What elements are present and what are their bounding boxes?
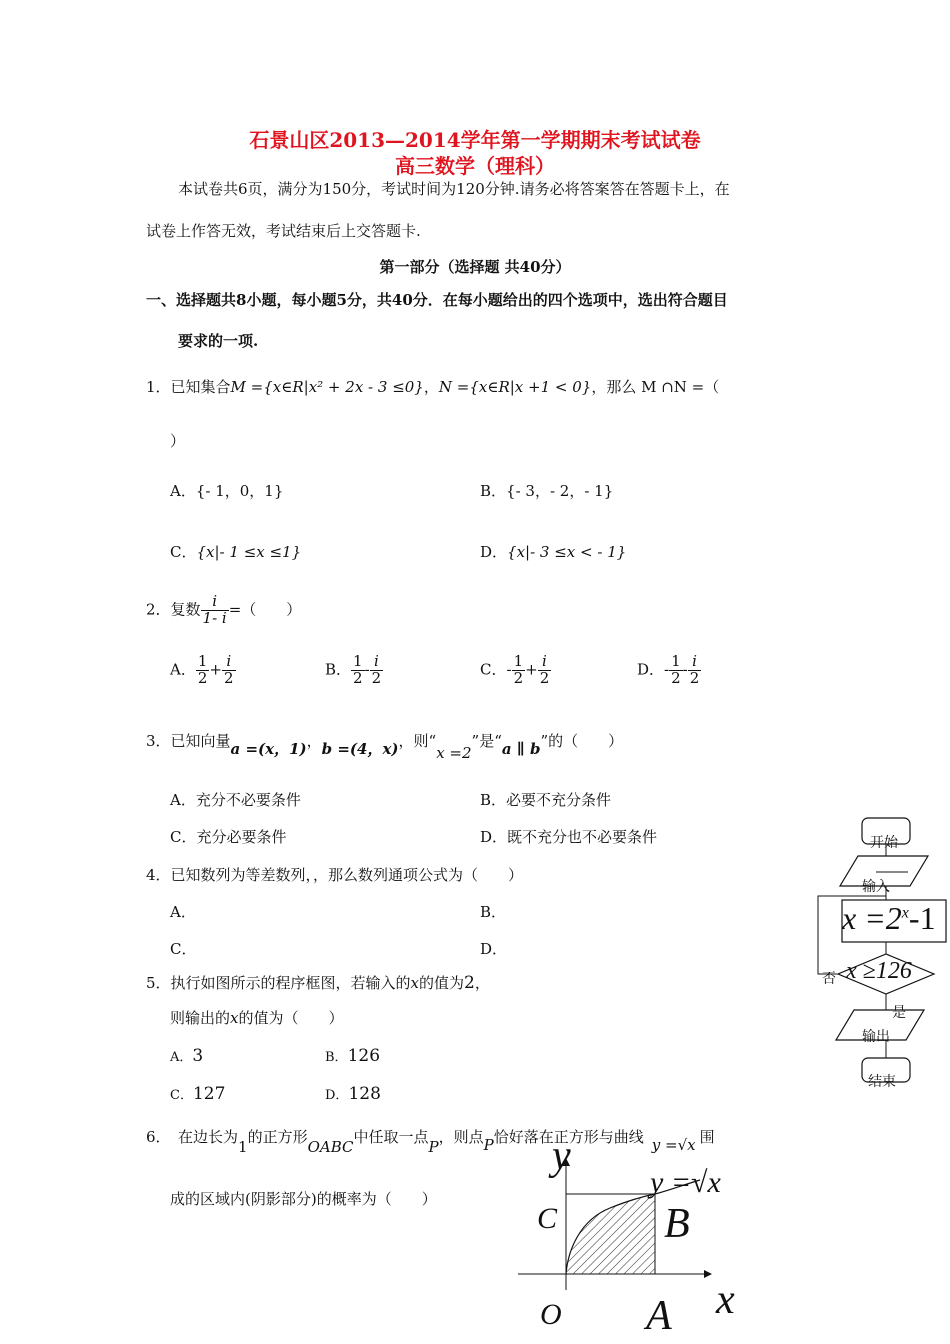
page-subtitle: 高三数学（理科） <box>395 154 555 178</box>
q5-option-d <box>325 1084 381 1104</box>
q5-b-value: 126 <box>347 1046 381 1066</box>
q5-two: 2 <box>464 973 475 993</box>
q2-numerator: i <box>201 594 229 611</box>
q4-option-a: A． <box>170 903 196 921</box>
q1-set-m: M ={x∈R|x² + 2x - 3 ≤0} <box>230 378 424 396</box>
flowchart-input-label: 输入 <box>862 879 890 895</box>
q1-a-value: {- 1，0，1} <box>195 482 284 500</box>
question-4-stem: 4．已知数列为等差数列，，那么数列通项公式为（ ） <box>146 866 524 884</box>
q2-suffix: =（ ） <box>228 600 302 619</box>
flowchart-condition-label: x ≥126 <box>846 958 912 984</box>
q1-a-label: A． <box>170 482 196 500</box>
q6-point-c: C <box>537 1202 558 1235</box>
q2-denominator: 1- i <box>202 608 227 627</box>
q2-fraction <box>201 594 229 627</box>
q2-c-frac1 <box>512 654 526 687</box>
q2-d-label: D． <box>637 660 665 679</box>
q2-c-sign: - <box>506 660 512 679</box>
q1-option-d <box>480 541 626 562</box>
q5-option-a <box>170 1046 203 1066</box>
q6-x-axis-label: x <box>716 1277 735 1323</box>
flowchart-no-label: 否 <box>822 971 836 987</box>
q3-option-a: A．充分不必要条件 <box>170 791 301 809</box>
q2-b-frac2 <box>370 654 384 687</box>
q2-option-d <box>637 654 701 687</box>
q2-a-op: + <box>209 660 222 679</box>
q5-c-value: 127 <box>192 1084 226 1104</box>
q2-c-op: + <box>525 660 538 679</box>
q2-b-frac1 <box>351 654 365 687</box>
q6-mid4: 恰好落在正方形与曲线 <box>493 1128 644 1146</box>
q2-a-frac1 <box>196 654 210 687</box>
q5-d-value: 128 <box>348 1084 381 1104</box>
q6-suffix: 围 <box>699 1128 715 1146</box>
question-1-stem <box>146 376 719 397</box>
q6-oabc: OABC <box>307 1138 354 1156</box>
q5-line1-a: 5．执行如图所示的程序框图，若输入的 <box>146 974 411 992</box>
flowchart-diagram <box>810 810 950 1100</box>
q6-one: 1 <box>238 1138 248 1156</box>
q6-p-2: P <box>483 1136 494 1154</box>
q2-a-frac1-den: 2 <box>197 668 208 687</box>
q2-c-frac1-den: 2 <box>513 668 524 687</box>
page-title: 石景山区2013—2014学年第一学期期末考试试卷 <box>249 128 701 152</box>
q2-d-frac2-den: 2 <box>689 668 700 687</box>
flowchart-assign-label <box>842 900 936 937</box>
q6-mid3: ，则点 <box>438 1128 484 1146</box>
q1-suffix: ，那么 M ∩N =（ <box>591 378 720 396</box>
q5-line2-a: 则输出的 <box>170 1009 231 1027</box>
q1-option-a <box>170 480 283 501</box>
q5-option-c <box>170 1084 225 1104</box>
q1-c-value: {x|- 1 ≤x ≤1} <box>196 543 302 561</box>
q2-c-frac2-den: 2 <box>539 668 550 687</box>
q3-vector-a: a =(x，1) <box>230 740 307 758</box>
flowchart-start-label: 开始 <box>870 835 898 851</box>
q3-comma: ， <box>306 732 322 750</box>
q2-c-frac2-num: i <box>538 654 552 671</box>
intro-line-1: 本试卷共6页，满分为150分，考试时间为120分钟.请务必将答案答在答题卡上，在 <box>178 180 730 198</box>
q2-option-b <box>325 654 383 687</box>
q5-d-label: D． <box>325 1088 349 1103</box>
q1-d-value: {x|- 3 ≤x < - 1} <box>507 543 627 561</box>
q3-mid2: ”是“ <box>471 732 502 750</box>
q4-option-d: D． <box>480 940 508 958</box>
q6-point-o: O <box>540 1298 562 1331</box>
q3-parallel: a ∥ b <box>501 740 541 758</box>
q6-curve-label: y =√x <box>650 1166 721 1199</box>
q5-x-2: x <box>230 1009 239 1027</box>
q6-point-b: B <box>664 1201 690 1247</box>
q1-comma: ， <box>423 378 439 396</box>
q1-b-label: B． <box>480 482 507 500</box>
question-5-line-2 <box>170 1007 344 1028</box>
q2-a-frac1-num: 1 <box>197 652 208 670</box>
q6-curve: y =√x <box>651 1136 696 1154</box>
q2-b-label: B． <box>325 660 352 679</box>
q2-b-frac1-num: 1 <box>353 652 363 670</box>
q1-option-b <box>480 480 613 501</box>
q2-b-frac1-den: 2 <box>353 668 363 687</box>
q2-c-frac1-num: 1 <box>513 652 524 670</box>
question-3-stem <box>146 730 624 762</box>
q6-mid2: 中任取一点 <box>353 1128 429 1146</box>
q6-mid1: 的正方形 <box>247 1128 308 1146</box>
q2-a-frac2-den: 2 <box>223 668 234 687</box>
q2-option-c <box>480 654 551 687</box>
q5-a-value: 3 <box>192 1046 204 1066</box>
q2-option-a <box>170 654 236 687</box>
q2-a-frac2-num: i <box>222 654 236 671</box>
q2-d-frac2 <box>688 654 702 687</box>
question-2-stem <box>146 594 301 627</box>
q2-b-frac2-num: i <box>370 654 384 671</box>
q5-a-label: A． <box>170 1050 193 1065</box>
q2-a-label: A． <box>170 660 196 679</box>
q3-option-d: D．既不充分也不必要条件 <box>480 828 658 846</box>
q2-b-op: - <box>364 660 370 679</box>
q3-vector-b: b =(4，x) <box>321 740 399 758</box>
q5-x: x <box>410 974 420 992</box>
flowchart-assign-tail: -1 <box>908 900 936 936</box>
q2-d-op: - <box>682 660 688 679</box>
q4-option-c: C． <box>170 940 197 958</box>
question-5-line-1 <box>146 972 490 993</box>
q3-option-c: C．充分必要条件 <box>170 828 287 846</box>
section1-line-1: 一、选择题共8小题，每小题5分，共40分．在每小题给出的四个选项中，选出符合题目 <box>146 291 728 309</box>
intro-line-2: 试卷上作答无效，考试结束后上交答题卡. <box>146 222 421 240</box>
q2-c-label: C． <box>480 660 507 679</box>
q1-d-label: D． <box>480 543 508 561</box>
q3-prefix: 3．已知向量 <box>146 732 231 750</box>
q2-d-frac1-num: 1 <box>671 652 681 670</box>
flowchart-assign-exponent: x <box>901 904 909 922</box>
q5-c-label: C． <box>170 1088 193 1103</box>
q1-set-n: N ={x∈R|x +1 < 0} <box>438 378 592 396</box>
question-6-line-2: 成的区域内(阴影部分)的概率为（ ） <box>170 1190 437 1208</box>
q3-suffix: ”的（ ） <box>540 732 624 750</box>
q2-a-frac2 <box>222 654 236 687</box>
flowchart-end-label: 结束 <box>868 1074 896 1090</box>
q2-d-frac1-den: 2 <box>671 668 681 687</box>
q5-line1-c: ， <box>474 974 490 992</box>
q2-prefix: 2．复数 <box>146 600 201 619</box>
q6-y-axis-label: y <box>552 1133 571 1179</box>
q1-prefix: 1．已知集合 <box>146 378 231 396</box>
q5-option-b <box>325 1046 380 1066</box>
flowchart-assign-base: x =2 <box>842 900 902 936</box>
q5-line1-b: 的值为 <box>419 974 465 992</box>
q2-d-sign: - <box>664 660 670 679</box>
q3-mid1: ，则“ <box>398 732 437 750</box>
q5-line2-b: 的值为（ ） <box>238 1009 344 1027</box>
q2-d-frac2-num: i <box>688 654 702 671</box>
part1-heading: 第一部分（选择题 共40分） <box>379 258 571 276</box>
q3-option-b: B．必要不充分条件 <box>480 791 612 809</box>
q1-close-paren: ） <box>170 432 186 450</box>
q4-option-b: B． <box>480 903 507 921</box>
q1-c-label: C． <box>170 543 197 561</box>
question-6-line-1 <box>146 1126 715 1156</box>
q6-p: P <box>428 1138 439 1156</box>
q1-option-c <box>170 541 301 562</box>
q2-c-frac2 <box>538 654 552 687</box>
q5-b-label: B． <box>325 1050 348 1065</box>
section1-line-2: 要求的一项. <box>178 332 259 350</box>
q6-point-a: A <box>646 1293 672 1339</box>
q2-d-frac1 <box>669 654 683 687</box>
q6-prefix: 6． 在边长为 <box>146 1128 239 1146</box>
q1-b-value: {- 3，- 2，- 1} <box>506 482 614 500</box>
flowchart-output-label: 输出 <box>862 1029 890 1045</box>
q2-b-frac2-den: 2 <box>371 668 382 687</box>
flowchart-yes-label: 是 <box>892 1005 906 1021</box>
q3-condition: x =2 <box>436 744 472 762</box>
